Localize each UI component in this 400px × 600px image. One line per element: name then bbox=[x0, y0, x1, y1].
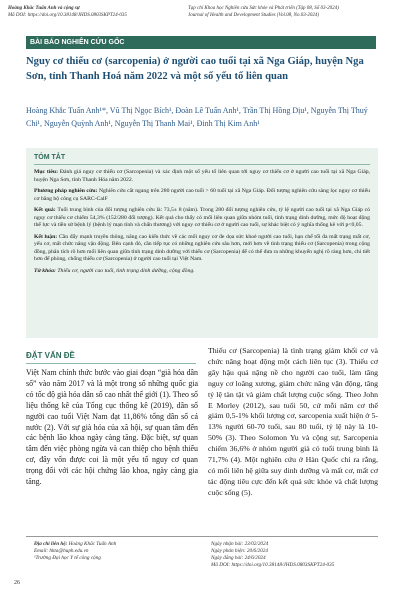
date-reviewed-value: 20/6/2024 bbox=[246, 548, 268, 554]
running-head-right bbox=[188, 5, 400, 19]
conclusion-label: Kết luận: bbox=[34, 233, 58, 240]
date-received-label: Ngày nhận bài: bbox=[211, 541, 244, 547]
abstract-divider bbox=[34, 164, 370, 165]
keywords-label: Từ khóa: bbox=[34, 267, 56, 274]
objective-label: Mục tiêu: bbox=[34, 169, 58, 175]
running-head-left bbox=[8, 5, 158, 19]
contact-affiliation: ¹Trường Đại học Y tế công cộng bbox=[34, 555, 101, 561]
date-published bbox=[211, 555, 376, 562]
abstract-heading: TÓM TẮT bbox=[34, 154, 66, 161]
running-head-authors: Hoàng Khắc Tuấn Anh và cộng sự bbox=[8, 6, 80, 11]
abstract-objective bbox=[34, 169, 370, 184]
result-label: Kết quả: bbox=[34, 207, 56, 213]
article-type-label: BÀI BÁO NGHIÊN CỨU GỐC bbox=[26, 36, 376, 49]
running-head bbox=[8, 5, 392, 27]
contact-address-value: Hoàng Khắc Tuấn Anh bbox=[68, 541, 117, 547]
abstract-conclusion bbox=[34, 234, 370, 264]
date-reviewed bbox=[211, 548, 376, 555]
date-reviewed-label: Ngày phản biện: bbox=[211, 548, 246, 554]
contact-email bbox=[34, 548, 209, 555]
date-published-value: 24/6/2024 bbox=[244, 555, 266, 561]
abstract-method bbox=[34, 188, 370, 203]
keywords-text: Thiếu cơ, người cao tuổi, tình trạng dinh dưỡng, cộng đồng. bbox=[57, 267, 195, 274]
conclusion-text: Cần đẩy mạnh truyền thông, nâng cao kiến thức về các mối nguy cơ đe dọa sức khoẻ người cao tuổi, hạn chế tối đa mất trạng mất cơ, yếu cơ, mất chức năng vận động. Bên cạnh đó, cần tiếp tục có những nghiên cứu sâu hơn, mới hơn về tình trạng thiếu cơ (Sarcopenia) trong cộng đồng, phân tích rõ hơn mối liên quan giữa tình trạng dinh dưỡng với thiếu cơ (Sarcopenia) để có thể đưa ra những khuyến nghị rõ ràng hơn, chi tiết hơn để phòng, chống thiếu cơ (Sarcopenia) ở người cao tuổi tại Việt Nam. bbox=[34, 233, 370, 262]
intro-right-column: Thiếu cơ (Sarcopenia) là tình trạng giảm khối cơ và chức năng hoạt động một cách liên tục (3). Thiếu cơ gây hậu quả nặng nề cho người cao tuổi, làm tăng nguy cơ loãng xương, giảm chức năng vận động, tăng tỷ lệ tàn tật và giảm chất lượng cuộc sống. Theo John E Morley (2012), sau tuổi 50, cứ mỗi năm cơ thể giảm 0,5-1% khối lượng cơ, sarcopenia xuất hiện ở 5-13% người 60-70 tuổi, sau 80 tuổi, tỷ lệ này là 10-50% (3). Theo Solomon Yu và cộng sự, Sarcopenia chiếm 36,6% ở nhóm người già có tuổi trung bình là 71,7% (4). Một nghiên cứu ở Hàn Quốc chỉ ra rằng, có mối liên hệ giữa suy dinh dưỡng và mất cơ, mất cơ tác động tiêu cực đến kết quả sức khỏe và chất lượng cuộc sống (5). bbox=[208, 346, 378, 497]
author-list: Hoàng Khắc Tuấn Anh¹*, Vũ Thị Ngọc Bích¹, Đoàn Lê Tuấn Anh¹, Trần Thị Hồng Dịu¹, Nguyễn Thị Thuý Chi¹, Nguyễn Quỳnh Anh¹, Nguyễn Thị Thanh Mai¹, Đinh Thị Kim Anh¹ bbox=[26, 106, 368, 128]
abstract-keywords bbox=[34, 268, 370, 276]
footer-doi[interactable]: Mã DOI: https://doi.org/10.38148/JHDS.0803SKPT24-035 bbox=[211, 562, 335, 568]
page-number: 26 bbox=[14, 580, 20, 586]
section-heading-intro: ĐẶT VẤN ĐỀ bbox=[26, 351, 75, 360]
method-label: Phương pháp nghiên cứu: bbox=[34, 188, 98, 194]
contact-address bbox=[34, 541, 209, 548]
result-text: Tuổi trung bình của đối tượng nghiên cứu là: 73,5± 8 (năm). Trong 280 đối tượng nghiên cứu, tỷ lệ người cao tuổi tại xã Nga Giáp có nguy cơ thiếu cơ chiếm 54,3% (152/280 đối tượng). Kết quả cho thấy có mối liên quan giữa nhóm tuổi, tình trạng dinh dưỡng, mức độ hoạt động thể lực và tiền sử bệnh lý (bệnh lý mạn tính và chấn thương) với nguy cơ thiếu cơ ở người cao tuổi, sự khác biệt có ý nghĩa thống kê với p<0,05. bbox=[34, 207, 371, 228]
section-heading-rule bbox=[26, 363, 196, 364]
contact-email-label: Email: bbox=[34, 548, 49, 554]
method-text: Nghiên cứu cắt ngang trên 280 người cao tuổi > 60 tuổi tại xã Nga Giáp. Đối tượng nghiên cứu sàng lọc nguy cơ thiếu cơ bằng bộ công cụ SARC-CalF bbox=[34, 188, 371, 202]
article-title: Nguy cơ thiếu cơ (sarcopenia) ở người cao tuổi tại xã Nga Giáp, huyện Nga Sơn, tỉnh Thanh Hoá năm 2022 và một số yếu tố liên quan bbox=[26, 56, 364, 82]
abstract-box bbox=[26, 148, 378, 338]
date-published-label: Ngày đăng bài: bbox=[211, 555, 244, 561]
contact-info bbox=[34, 541, 209, 562]
intro-left-column: Việt Nam chính thức bước vào giai đoạn “già hóa dân số” vào năm 2017 và là một trong số những quốc gia có tốc độ già hóa dân số cao nhất thế giới (1). Theo số liệu thống kê của Tổng cục thống kê (2019), dân số người cao tuổi Việt Nam đạt 11,86% tổng dân số cả nước (2). Với sự già hóa của xã hội, sự quan tâm đến các bệnh lão khoa ngày càng tăng. Đặc biệt, sự quan tâm đến việc phòng ngừa và can thiệp cho bệnh thiếu cơ, đây vốn được coi là một yếu tố nguy cơ quan trọng đối với các hội chứng lão khoa, ngày càng gia tăng. bbox=[26, 368, 198, 487]
contact-email-value[interactable]: hkta@huph.edu.vn bbox=[49, 548, 89, 554]
article-dates bbox=[211, 541, 376, 569]
contact-footer bbox=[26, 536, 378, 577]
contact-address-label: Địa chỉ liên hệ: bbox=[34, 541, 68, 547]
journal-name-vi: Tạp chí Khoa học Nghiên cứu Sức khỏe và Phát triển (Tập 08, Số 03-2024) bbox=[188, 6, 339, 11]
objective-text: Đánh giá nguy cơ thiếu cơ (Sarcopenia) và xác định một số yếu tố liên quan tới nguy cơ thiếu cơ ở người cao tuổi tại xã Nga Giáp, huyện Nga Sơn, tỉnh Thanh Hóa năm 2022. bbox=[34, 169, 370, 183]
journal-name-en: Journal of Health and Development Studies (Vol.08, No.03-2024) bbox=[188, 13, 320, 18]
date-received bbox=[211, 541, 376, 548]
running-head-doi: Mã DOI: https://doi.org/10.38148/JHDS.0803SKPT24-035 bbox=[8, 13, 127, 18]
abstract-result bbox=[34, 207, 370, 230]
date-received-value: 23/02/2024 bbox=[244, 541, 269, 547]
